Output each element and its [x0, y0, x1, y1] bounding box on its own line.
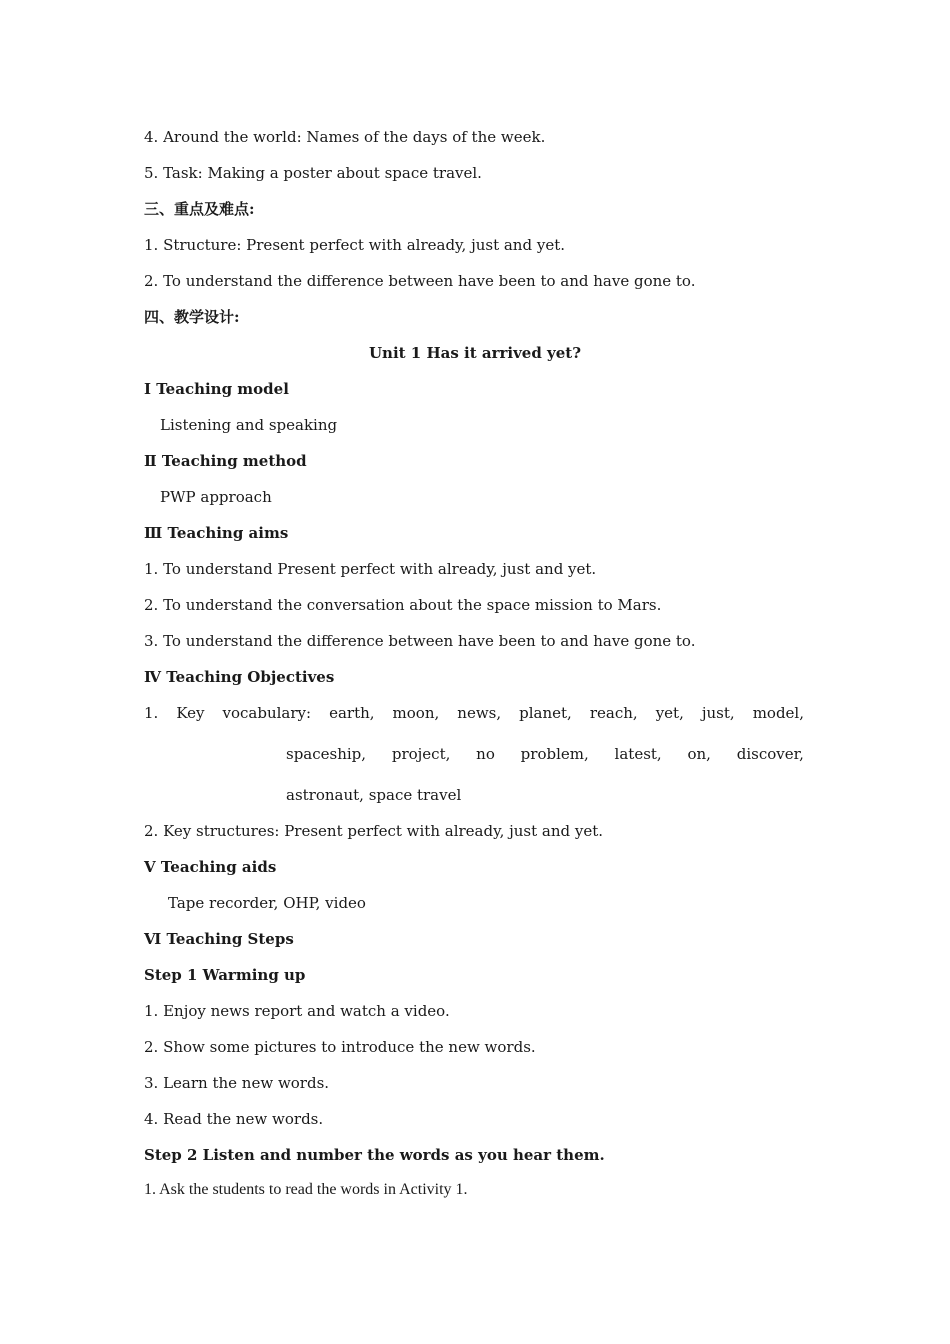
teaching-aim-1: 1. To understand Present perfect with already, just and yet.: [144, 560, 597, 578]
teaching-aim-3: 3. To understand the difference between have been to and have gone to.: [144, 632, 696, 650]
vocab-line-2: [286, 744, 804, 764]
vocab-word: moon,: [392, 704, 440, 722]
step1-item-1: 1. Enjoy news report and watch a video.: [144, 1002, 450, 1020]
vocab-word: planet,: [519, 704, 572, 722]
step1-item-2: 2. Show some pictures to introduce the new words.: [144, 1038, 536, 1056]
teaching-method-text: PWP approach: [160, 488, 272, 506]
section3-item-1: 1. Structure: Present perfect with already, just and yet.: [144, 236, 565, 254]
unit-title: Unit 1 Has it arrived yet?: [368, 344, 582, 362]
vocab-word: earth,: [329, 704, 375, 722]
vocab-word: vocabulary:: [222, 704, 312, 722]
vocab-word: news,: [457, 704, 502, 722]
vocab-line-1: [144, 703, 804, 723]
teaching-aids-heading: Ⅴ Teaching aids: [144, 858, 277, 876]
teaching-aims-heading: Ⅲ Teaching aims: [144, 524, 289, 542]
step2-heading: Step 2 Listen and number the words as you hear them.: [144, 1146, 605, 1164]
section3-heading: 三、重点及难点:: [144, 200, 255, 218]
section4-heading: 四、教学设计:: [144, 308, 240, 326]
vocab-word: yet,: [655, 704, 684, 722]
step1-item-4: 4. Read the new words.: [144, 1110, 324, 1128]
vocab-word: model,: [752, 704, 804, 722]
teaching-steps-heading: Ⅵ Teaching Steps: [144, 930, 294, 948]
vocab-line-3: astronaut, space travel: [286, 786, 462, 804]
teaching-model-heading: Ⅰ Teaching model: [144, 380, 289, 398]
vocab-word: project,: [391, 745, 451, 763]
vocab-word: just,: [701, 704, 735, 722]
vocab-word: reach,: [589, 704, 638, 722]
section3-item-2: 2. To understand the difference between have been to and have gone to.: [144, 272, 696, 290]
teaching-aim-2: 2. To understand the conversation about the space mission to Mars.: [144, 596, 662, 614]
teaching-aids-text: Tape recorder, OHP, video: [168, 894, 366, 912]
vocab-word: no: [476, 745, 495, 763]
key-structures: 2. Key structures: Present perfect with already, just and yet.: [144, 822, 604, 840]
step1-heading: Step 1 Warming up: [144, 966, 306, 984]
vocab-word: Key: [176, 704, 205, 722]
vocab-word: latest,: [614, 745, 662, 763]
vocab-word: problem,: [520, 745, 589, 763]
vocab-word: spaceship,: [286, 745, 367, 763]
step2-item-1: 1. Ask the students to read the words in Activity 1.: [144, 1181, 468, 1198]
vocab-word: discover,: [736, 745, 804, 763]
teaching-objectives-heading: Ⅳ Teaching Objectives: [144, 668, 335, 686]
vocab-word: 1.: [144, 704, 159, 722]
teaching-method-heading: Ⅱ Teaching method: [144, 452, 307, 470]
intro-item-4: 4. Around the world: Names of the days of the week.: [144, 128, 546, 146]
teaching-model-text: Listening and speaking: [160, 416, 338, 434]
step1-item-3: 3. Learn the new words.: [144, 1074, 330, 1092]
intro-item-5: 5. Task: Making a poster about space travel.: [144, 164, 482, 182]
vocab-word: on,: [687, 745, 711, 763]
